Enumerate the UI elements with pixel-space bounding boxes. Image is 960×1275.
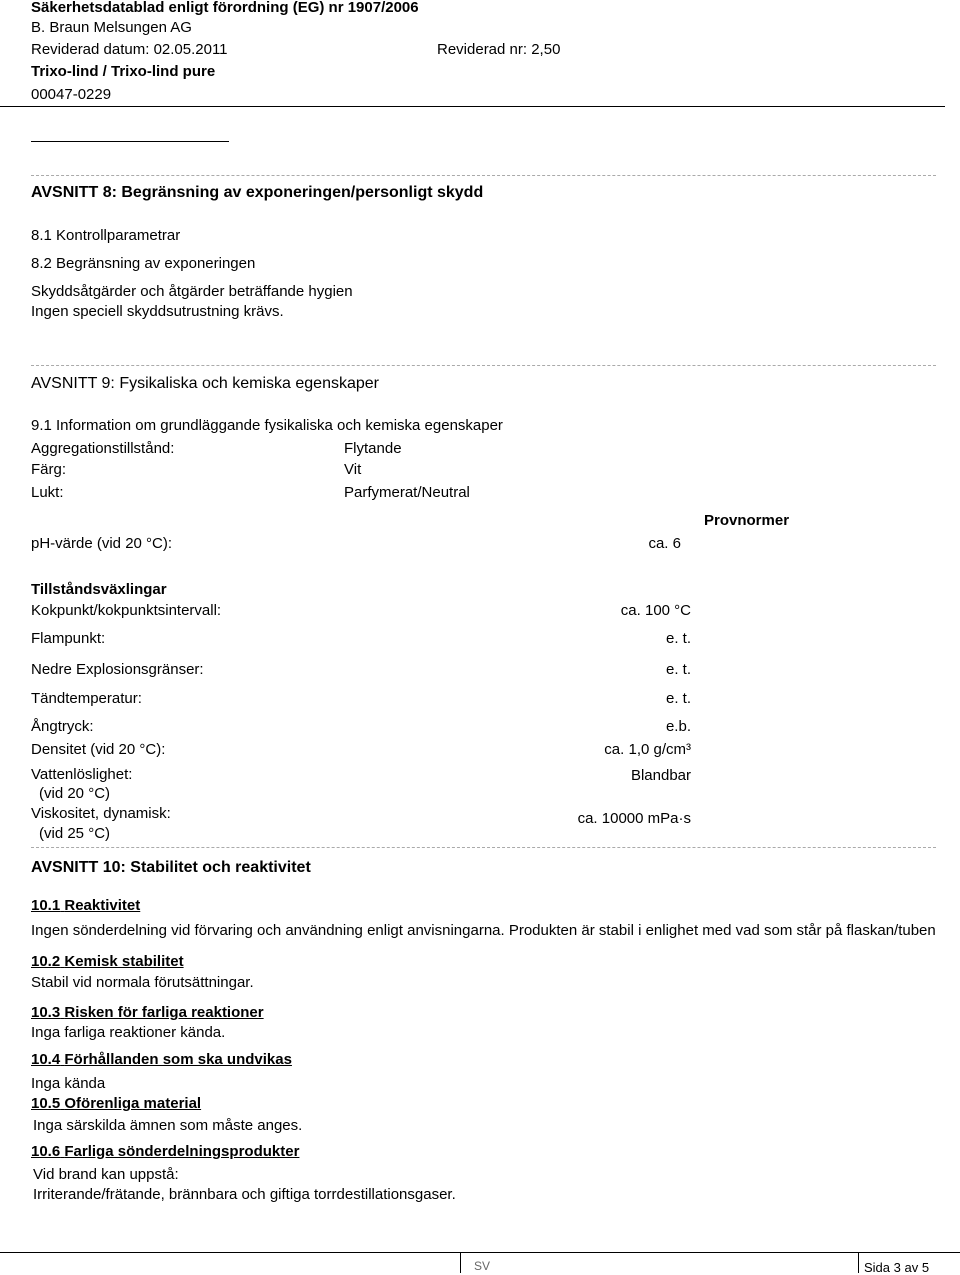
explosion-limit-value: e. t.	[665, 661, 691, 678]
section-number: 10.2	[31, 953, 61, 970]
product-name: Trixo-lind / Trixo-lind pure	[31, 63, 216, 80]
section10-3-text: Inga farliga reaktioner kända.	[31, 1024, 226, 1041]
section10-2-text: Stabil vid normala förutsättningar.	[31, 974, 254, 991]
section-divider	[31, 175, 936, 176]
flash-point-value: e. t.	[665, 630, 691, 647]
section-title: Farliga sönderdelningsprodukter	[64, 1143, 300, 1160]
section-number: 10.3	[31, 1004, 61, 1021]
boiling-point-label: Kokpunkt/kokpunktsintervall:	[31, 602, 222, 619]
section-number: 10.5	[31, 1095, 61, 1112]
flash-point-label: Flampunkt:	[31, 630, 106, 647]
solubility-value: Blandbar	[630, 767, 691, 784]
section10-6-text: Vid brand kan uppstå:	[33, 1166, 179, 1183]
company-name: B. Braun Melsungen AG	[31, 19, 192, 36]
section-title: Oförenliga material	[64, 1095, 202, 1112]
section10-1-text: Ingen sönderdelning vid förvaring och användning enligt anvisningarna. Produkten är stabil i enlighet med vad som står på flaskan/tuben	[31, 922, 936, 939]
footer-divider	[0, 1252, 960, 1253]
hygiene-text: Ingen speciell skyddsutrustning krävs.	[31, 303, 284, 320]
section9-1-heading: 9.1 Information om grundläggande fysikaliska och kemiska egenskaper	[31, 417, 503, 434]
section8-heading: AVSNITT 8: Begränsning av exponeringen/personligt skydd	[31, 184, 484, 201]
section-number: 10.1	[31, 897, 61, 914]
density-value: ca. 1,0 g/cm³	[604, 741, 691, 758]
section9-heading: AVSNITT 9: Fysikaliska och kemiska egenskaper	[31, 375, 379, 392]
section-divider	[31, 365, 936, 366]
property-value: Flytande	[344, 440, 402, 457]
section-title: Förhållanden som ska undvikas	[64, 1051, 292, 1068]
page-number: Sida 3 av 5	[864, 1260, 930, 1275]
footer-separator	[858, 1252, 859, 1273]
product-code: 00047-0229	[31, 86, 112, 103]
section10-4-heading	[31, 1052, 292, 1067]
section10-6-heading	[31, 1144, 299, 1159]
density-label: Densitet (vid 20 °C):	[31, 741, 166, 758]
short-rule	[31, 141, 229, 142]
section-title: Risken för farliga reaktioner	[64, 1004, 264, 1021]
property-label: Färg:	[31, 461, 67, 478]
viscosity-condition: (vid 25 °C)	[39, 825, 111, 842]
property-label: Lukt:	[31, 484, 64, 501]
viscosity-value: ca. 10000 mPa·s	[577, 810, 691, 827]
vapor-pressure-label: Ångtryck:	[31, 718, 94, 735]
state-changes-heading: Tillståndsväxlingar	[31, 581, 167, 598]
ignition-temperature-label: Tändtemperatur:	[31, 690, 142, 707]
property-value: Parfymerat/Neutral	[344, 484, 470, 501]
property-label: Aggregationstillstånd:	[31, 440, 175, 457]
solubility-condition: (vid 20 °C)	[39, 785, 111, 802]
section10-6-text: Irriterande/frätande, brännbara och giftiga torrdestillationsgaser.	[33, 1186, 456, 1203]
revision-number: Reviderad nr: 2,50	[437, 41, 561, 58]
section10-4-text: Inga kända	[31, 1075, 106, 1092]
section10-1-heading	[31, 898, 140, 913]
section-number: 10.4	[31, 1051, 61, 1068]
test-standards-heading: Provnormer	[704, 512, 790, 529]
language-code: SV	[474, 1259, 491, 1273]
section-title: Reaktivitet	[64, 897, 141, 914]
property-value: Vit	[344, 461, 362, 478]
section10-5-text: Inga särskilda ämnen som måste anges.	[33, 1117, 303, 1134]
footer-separator	[460, 1252, 461, 1273]
section-title: Kemisk stabilitet	[64, 953, 184, 970]
section10-3-heading	[31, 1005, 264, 1020]
revised-date: Reviderad datum: 02.05.2011	[31, 41, 228, 58]
ph-label: pH-värde (vid 20 °C):	[31, 535, 173, 552]
section8-2-heading: 8.2 Begränsning av exponeringen	[31, 255, 256, 272]
header-divider	[0, 106, 945, 107]
section10-2-heading	[31, 954, 184, 969]
section-divider	[31, 847, 936, 848]
section10-heading: AVSNITT 10: Stabilitet och reaktivitet	[31, 859, 311, 876]
section10-5-heading	[31, 1096, 201, 1111]
document-title: Säkerhetsdatablad enligt förordning (EG) nr 1907/2006	[31, 0, 419, 16]
hygiene-heading: Skyddsåtgärder och åtgärder beträffande hygien	[31, 283, 353, 300]
section8-1-heading: 8.1 Kontrollparametrar	[31, 227, 181, 244]
ignition-temperature-value: e. t.	[665, 690, 691, 707]
viscosity-label: Viskositet, dynamisk:	[31, 805, 171, 822]
section-number: 10.6	[31, 1143, 61, 1160]
solubility-label: Vattenlöslighet:	[31, 766, 133, 783]
explosion-limit-label: Nedre Explosionsgränser:	[31, 661, 204, 678]
boiling-point-value: ca. 100 °C	[620, 602, 691, 619]
ph-value: ca. 6	[648, 535, 681, 552]
vapor-pressure-value: e.b.	[665, 718, 691, 735]
